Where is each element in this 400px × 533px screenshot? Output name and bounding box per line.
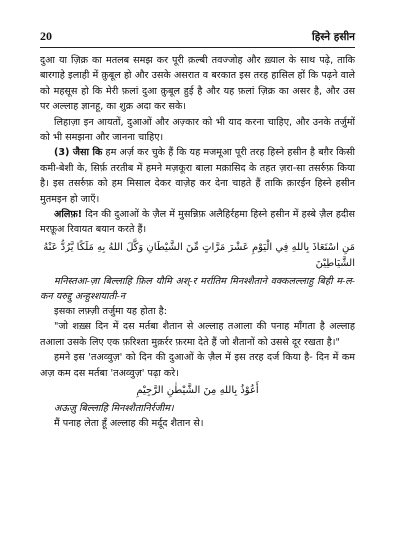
- page-header: [40, 30, 355, 44]
- arabic-taawwuz: أَعُوْذُ بِاللهِ مِنَ الشَّيْطٰنِ الرَّجِيْمِ: [136, 384, 259, 396]
- page-number: 20: [40, 29, 52, 43]
- paragraph-5: इसका लफ़्ज़ी तर्जुमा यह होता है:: [54, 305, 167, 317]
- final-translation: मैं पनाह लेता हूँ अल्लाह की मर्दूद शैतान से।: [54, 417, 204, 429]
- paragraph-4-lead: अलिफ़!: [54, 209, 83, 221]
- running-title: हिस्ने हसीन: [311, 31, 355, 43]
- arabic-hadith-line-2: الشَّيَاطِيْنَ: [315, 257, 355, 269]
- paragraph-3-text: हम अर्ज़ कर चुके हैं कि यह मजमूआ पूरी तरह हिस्ने हसीन है बग़ैर किसी कमी-बेशी के, सिर्फ़ तरतीब में हमने मज़कूरा बाला मक़ासिद के तहत ज़रा-सा तसर्रुफ़ किया है। इस तसर्रुफ़ को हम मिसाल देकर वाज़ेह कर देना चाहते हैं ताकि क़ारईन हिस्ने हसीन मुतमइन हो जाएँ।: [40, 147, 355, 205]
- arabic-hadith-line-1: مَنِ اسْتَعَاذَ بِاللهِ فِي الْيَوْمِ عَشْرَ مَرَّاتٍ مِّنَ الشَّيْطَانِ وَكَّلَ اللهُ بِهِ مَلَكًا يَّرُدُّ عَنْهُ: [43, 241, 355, 253]
- paragraph-3: [40, 145, 355, 207]
- arabic-hadith: [40, 240, 355, 272]
- transliteration-1: मनिस्तआ-ज़ा बिल्लाहि फ़िल यौमि अश्-र मर्रातिम मिनश्शैताने वक्कलल्लाहु बिही म-ल-कन यरुद्दु अन्हुश्शयाती-न: [40, 275, 355, 302]
- paragraph-3-lead: (3) जैसा कि: [54, 147, 103, 159]
- paragraph-2: लिहाज़ा इन आयतों, दुआओं और अज़्कार को भी याद करना चाहिए, और उनके तर्जुमों को भी समझना और जानना चाहिए।: [40, 116, 355, 144]
- header-rule: [40, 47, 355, 48]
- transliteration-2: अऊज़ु बिल्लाहि मिनश्शैतानिर्रजीम।: [54, 402, 174, 414]
- paragraph-1: दुआ या ज़िक्र का मतलब समझ कर पूरी क़ल्बी तवज्जोह और ख़्याल के साथ पढ़े, ताकि बारगाहे इलाही में क़ुबूल हो और उसके असरात व बरकात इस तरह हासिल हों कि पढ़ने वाले को महसूस हो कि मेरी फ़लां दुआ क़ुबूल हुई है और यह फ़लां ज़िक्र का असर है, और उस पर अल्लाह ज्ञानहू, का शुक्र अदा कर सके।: [40, 55, 355, 113]
- paragraph-4: [40, 207, 355, 238]
- paragraph-6: हमने इस 'तअव्वुज़' को दिन की दुआओं के ज़ैल में इस तरह दर्ज किया है- दिन में कम अज़ कम दस मर्तबा 'तअव्वुज़' पढ़ा करे।: [40, 352, 355, 379]
- paragraph-4-text: दिन की दुआओं के ज़ैल में मुसन्निफ़ अलैहिर्रहमा हिस्ने हसीन में हस्बे ज़ैल हदीस मरफ़ूअ रिवायत बयान करते हैं।: [40, 209, 355, 236]
- quote-translation: "जो शख़्स दिन में दस मर्तबा शैतान से अल्लाह तआला की पनाह माँगता है अल्लाह तआला उसके लिए एक फ़रिश्ता मुक़र्रर फ़रमा देते हैं जो शैतानों को उससे दूर रखता है।": [40, 321, 355, 348]
